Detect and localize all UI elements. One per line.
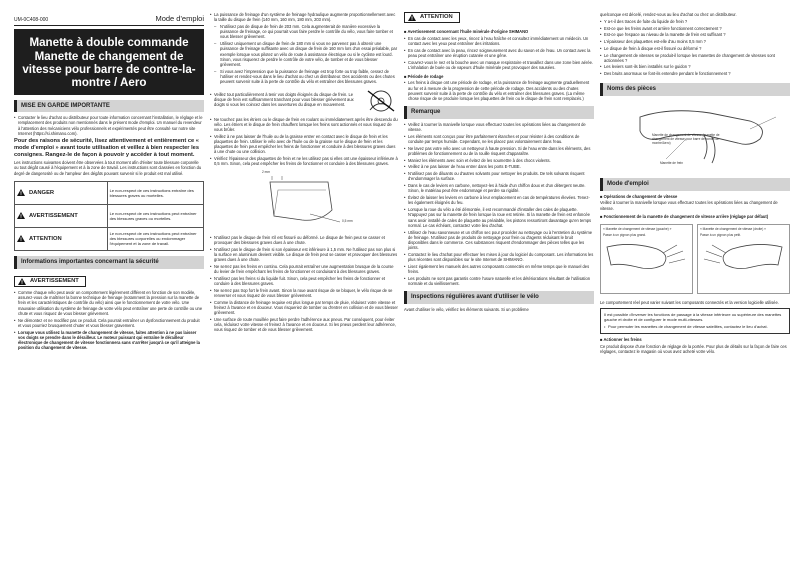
avertissement-bar <box>14 276 86 287</box>
rear-heading-text: Fonctionnement de la manette de changement de vitesse arrière (réglage par défaut) <box>603 213 769 219</box>
brake-bullet-4: • Veillez à ne pas laisser de l'huile ou de la graisse entrer en contact avec le disque de frein et les plaquettes de frein. Utiliser le vélo avec de l'huile ou de la graisse sur le disque de frein et les plaquettes de frein peut empêcher les freins de fonctionner et conduire à des blessures graves dues à une chute ou une collision. <box>210 134 398 155</box>
brake-pad-figure <box>210 170 398 232</box>
remark-bullet-4: • Maniez les éléments avec soin et évitez de les soumettre à des chocs violents. <box>404 158 594 163</box>
disc-warning-text: • Veillez tout particulièrement à tenir vos doigts éloignés du disque de frein. Le disque de frein est suffisamment tranchant pour vous blesser grièvement aux doigts si vous les coincez dans les ouvertures du disque en mouvement. <box>210 92 364 108</box>
inspection-item: • L'épaisseur des plaquettes est-elle d'au moins 0,5 mm ? <box>600 39 790 44</box>
inspection-continued: quelconque est décelé, rendez-vous au lieu d'achat ou chez un distributeur. <box>600 12 737 17</box>
column-3 <box>404 12 594 557</box>
ops-text: Veillez à tourner la manivelle lorsque vous effectuez toutes les opérations liées au changement de vitesse. <box>600 200 778 211</box>
inspection-item: • Est-ce que les freins avant et arrière fonctionnent correctement ? <box>600 26 790 31</box>
rodage-bullet-1: • Les freins à disque ont une période de rodage, et la puissance de freinage augmente graduellement au fur et à mesure de la progression de cette période de rodage. Des accidents ou des chutes peuvent survenir suite à la perte de contrôle du vélo et entraîner des blessures graves. (La même chose risque de se produire lorsque les plaquettes de frein ou le disque de frein sont remplacés.) <box>404 80 594 101</box>
attention-label: ATTENTION <box>420 14 453 20</box>
oil-bullet-3: • Couvrez-vous le nez et la bouche avec un masque respiratoire et travaillez dans une zone bien aérée. L'inhalation de buée ou de vapeurs d'huile minérale peut provoquer des nausées. <box>404 60 594 70</box>
title-box <box>14 29 204 95</box>
ops-heading-text: Opérations de changement de vitesse <box>603 193 678 199</box>
title-line-2: Manette de changement de vitesse pour barre de contre-la-montre / Aero <box>22 49 196 89</box>
mode-label: Mode d'emploi <box>155 14 204 23</box>
section-mode: Mode d'emploi <box>600 178 790 191</box>
info-bullet: • Pour permuter les manettes de changement de vitesse satellites, contactez le lieu d'achat. <box>604 324 786 329</box>
warning-text-attention: Le non-respect de ces instructions peut entraîner des blessures corporelles ou endommager l'équipement et la zone de travail. <box>107 227 203 250</box>
section-important: MISE EN GARDE IMPORTANTE <box>14 100 204 113</box>
important-paragraph-1: • Contacter le lieu d'achat ou distributeur pour toute information concernant l'installation, le réglage et le remplacement des produits non mentionnés dans le présent mode d'emploi. Un manuel du revendeur à l'attention des mécaniciens vélo professionnels et expérimentés peut être consulté sur notre site Internet (https://si.shimano.com). <box>14 115 204 136</box>
left-shifter-drawing <box>601 237 691 287</box>
safety-bullet-2: • Ne démontez et ne modifiez pas ce produit. Cela pourrait entraîner un dysfonctionnement du produit et vous pourriez brusquement chuter et vous blesser gravement. <box>14 318 204 328</box>
safety-bullet-1: • Comme chaque vélo peut avoir un comportement légèrement différent en fonction de son modèle, assurez-vous de maîtriser la bonne technique de freinage (notamment la pression sur la manette de frein et les caractéristiques de contrôle du vélo) ainsi que le fonctionnement de votre vélo. Une mauvaise utilisation du système de freinage de votre vélo peut entraîner une perte de contrôle ou une chute et vous risquez de vous blesser grièvement. <box>14 290 204 316</box>
part-label-shifter: Manette de changement de vitesse (manette de changement de vitesse pour barre de contre-la-montre/Aero) <box>652 133 720 146</box>
warning-label-attention: ATTENTION <box>29 235 62 242</box>
behavior-note: Le comportement réel peut varier suivant les composants connectés et la version logicielle utilisée. <box>600 299 779 305</box>
brake-bullet-10: • Ne serrez pas trop fort le frein avant. Sinon la roue avant risque de se bloquer, le vélo risque de se renverser et vous risquez de vous blesser grièvement. <box>210 288 398 298</box>
oil-bullet-2: • En cas de contact avec la peau, rincez soigneusement avec du savon et de l'eau. Un contact avec la peau peut entraîner une éruption cutanée et une gêne. <box>404 48 594 58</box>
section-parts: Noms des pièces <box>600 83 790 96</box>
avertissement-label: AVERTISSEMENT <box>30 277 79 284</box>
brake-bullet-11: • Comme la distance de freinage requise est plus longue par temps de pluie, réduisez votre vitesse et freinez à l'avance et en douceur. Vous risqueriez de tomber ou d'entrer en collision et de vous blesser grièvement. <box>210 300 398 316</box>
inspection-item: • Le changement de vitesses se produit-il lorsque les manettes de changement de vitesses sont actionnées ? <box>600 53 790 63</box>
brake-bullet-9: • N'utilisez pas les freins si du liquide fuit. Sinon, cela peut empêcher les freins de fonctionner et conduire à des blessures graves. <box>210 276 398 286</box>
brake-bullet-1: • La puissance de freinage d'un système de freinage hydraulique augmente proportionnellement avec la taille du disque de frein (140 mm, 160 mm, 180 mm, 203 mm). <box>210 12 398 22</box>
table-row <box>15 204 204 227</box>
section-safety: Informations importantes concernant la sécurité <box>14 256 204 269</box>
brake-bullet-8: • Ne serrez pas les freins en continu. Cela pourrait entraîner une augmentation brusque de la course du levier de frein empêchant les freins de fonctionner et conduisant à des blessures graves. <box>210 264 398 274</box>
doc-number: UM-0C408-000 <box>14 17 49 24</box>
rodage-heading: ■ Période de rodage <box>404 73 444 79</box>
inspection-item: • Le disque de frein à disque est-il fissuré ou déformé ? <box>600 46 790 51</box>
remark-bullet-12: • Lisez également les manuels des autres composants connectés en même temps que le manuel des freins. <box>404 264 594 274</box>
disc-warning <box>210 88 398 114</box>
oil-bullet-1: • En cas de contact avec les yeux, rincez à l'eau fraîche et consultez immédiatement un médecin. Un contact avec les yeux peut entraîner des irritations. <box>404 36 594 46</box>
important-paragraph-2: Les instructions suivantes doivent être observées à tout moment afin d'éviter toute blessure corporelle ou tout dégât causé à l'équipement et à la zone de travail. Les instructions sont classées en fonction du degré de dangerosité ou de l'ampleur des dégâts pouvant survenir si le produit est mal utilisé. <box>14 160 202 176</box>
remark-bullet-13: • Les produits ne sont pas garantis contre l'usure naturelle et les détériorations résultant de l'utilisation normale et du vieillissement. <box>404 276 594 286</box>
column-2 <box>210 12 398 557</box>
ops-heading: ■ Opérations de changement de vitesse <box>600 193 678 199</box>
brake-op-heading: ■ Actionner les freins <box>600 337 642 343</box>
header-bar <box>14 14 204 26</box>
left-fig-title: « Manette de changement de vitesse (gauche) » <box>603 226 672 231</box>
rodage-heading-text: Période de rodage <box>407 73 444 79</box>
right-fig-sub: Passe à un pignon plus petit. <box>700 232 741 237</box>
brake-op-heading-text: Actionner les freins <box>603 337 642 343</box>
section-inspection: Inspections régulières avant d'utiliser le vélo <box>404 291 594 304</box>
table-row <box>15 227 204 250</box>
brake-bullet-3: • Ne touchez pas les étriers ou le disque de frein en roulant ou immédiatement après être descendu du vélo. Les étriers et le disque de frein chauffent lorsque les freins sont actionnés et vous risquez de vous brûler. <box>210 117 398 133</box>
remark-bullet-11: • Contactez le lieu d'achat pour effectuer les mises à jour du logiciel du composant. Les informations les plus récentes sont disponibles sur le site Internet de SHIMANO. <box>404 252 594 262</box>
column-1 <box>14 14 204 352</box>
brake-pad-drawing <box>210 170 398 232</box>
part-label-brake: Manette de frein <box>660 161 684 166</box>
warning-text-avertissement: Le non-respect de ces instructions peut entraîner des blessures graves ou mortelles. <box>107 204 203 227</box>
warning-label-avertissement: AVERTISSEMENT <box>29 212 78 219</box>
title-line-1: Manette à double commande <box>29 35 189 49</box>
warning-triangle-icon <box>17 212 25 219</box>
brake-bullet-6: • N'utilisez pas le disque de frein s'il est fissuré ou déformé. Le disque de frein peut se casser et provoquer des blessures graves dues à une chute. <box>210 235 398 245</box>
rear-heading: ■ Fonctionnement de la manette de changement de vitesse arrière (réglage par défaut) <box>600 213 769 219</box>
remark-bullet-6: • N'utilisez pas de diluants ou d'autres solvants pour nettoyer les produits. De tels solvants risquent d'endommager la surface. <box>404 171 594 181</box>
remark-bullet-7: • Dans le cas de leviers en carbone, nettoyez-les à l'aide d'un chiffon doux et d'un détergent neutre. Sinon, le matériau peut être endommagé et perdre sa rigidité. <box>404 183 594 193</box>
brake-bullet-12: • Une surface de route mouillée peut faire perdre l'adhérence aux pneus. Par conséquent, pour éviter cela, réduisez votre vitesse et freinez à l'avance et en douceur. Si les pneus perdent leur adhérence, vous risquez de tomber et de vous blesser grièvement. <box>210 317 398 333</box>
info-paragraph: Il est possible d'inverser les fonctions de passage à la vitesse inférieure ou supérieure des manettes gauche et droite et de configurer le mode multi-vitesses. <box>604 311 782 322</box>
attention-bar <box>404 12 460 23</box>
remark-bullet-8: • Évitez de laisser les leviers en carbone à leur emplacement en cas de températures élevées. Tenez-les également éloignés du feu. <box>404 195 594 205</box>
remark-bullet-1: • Veillez à tourner la manivelle lorsque vous effectuez toutes les opérations liées au changement de vitesse. <box>404 122 594 132</box>
remark-bullet-5: • Veillez à ne pas laisser de l'eau entrer dans les ports E-TUBE. <box>404 164 594 169</box>
left-fig-sub: Passe à un pignon plus grand. <box>603 232 647 237</box>
remark-bullet-10: • Utilisez de l'eau savonneuse et un chiffon sec pour procéder au nettoyage ou à l'entretien du système de freinage. N'utilisez pas de produits de nettoyage pour frein ou d'agents réduisant le bruit disponibles dans le commerce. Ces substances risquent d'endommager des pièces telles que les joints. <box>404 230 594 251</box>
table-row <box>15 181 204 204</box>
parts-figure <box>600 99 790 173</box>
warning-label-danger: DANGER <box>29 189 55 196</box>
oil-heading: ■ Avertissement concernant l'huile minérale d'origine SHIMANO <box>404 29 529 35</box>
brake-sub-2: – Utilisez uniquement un disque de frein de 180 mm si vous ne parvenez pas à obtenir une puissance de freinage suffisante avec un disque de frein de 160 mm lors d'un essai préalable, par exemple lorsque vous pilotez un vélo de route à assistance électrique ou si le cycliste est lourd. Sinon, vous risquerez de perdre le contrôle de votre vélo, de tomber et de vous blesser grièvement. <box>210 41 398 67</box>
section-remarque: Remarque <box>404 106 594 119</box>
inspection-item: • Est-ce que l'espace au niveau de la manette de frein est suffisant ? <box>600 32 790 37</box>
warning-levels-table <box>14 181 204 251</box>
warning-triangle-icon <box>17 235 25 242</box>
info-box <box>600 308 790 334</box>
hand-disc-icon <box>364 88 398 114</box>
inspection-item: • Les leviers sont-ils bien installés sur le guidon ? <box>600 64 790 69</box>
inspection-intro: Avant d'utiliser le vélo, vérifiez les éléments suivants. Si un problème <box>404 306 529 312</box>
right-shifter-figure <box>697 224 790 294</box>
right-fig-title: « Manette de changement de vitesse (droite) » <box>700 226 766 231</box>
right-shifter-drawing <box>698 237 788 287</box>
pad-thickness-label: 2 mm <box>262 169 270 174</box>
column-4 <box>600 12 790 557</box>
left-shifter-figure <box>600 224 693 294</box>
warning-triangle-icon <box>18 278 26 285</box>
safety-bullet-3: • Lorsque vous utilisez la manette de changement de vitesse, faites attention à ne pas laisser vos doigts se prendre dans le dérailleur. Le moteur puissant qui entraîne le dérailleur électronique de changement de vitesse fonctionnera sans s'arrêter jusqu'à ce qu'il atteigne la position du changement de vitesse. <box>14 330 204 351</box>
brake-bullet-5: • Vérifiez l'épaisseur des plaquettes de frein et ne les utilisez pas si elles ont une épaisseur inférieure à 0,5 mm. Sinon, cela peut empêcher les freins de fonctionner et conduire à des blessures graves. <box>210 156 398 166</box>
inspection-item: • Y a-t-il des traces de fuite du liquide de frein ? <box>600 19 790 24</box>
oil-heading-text: Avertissement concernant l'huile minérale d'origine SHIMANO <box>407 29 529 35</box>
warning-triangle-icon <box>408 14 416 21</box>
brake-op-text: Ce produit dispose d'une fonction de réglage de la portée. Pour plus de détails sur la façon de faire ces réglages, contactez le magasin où vous avez acheté votre vélo. <box>600 343 787 355</box>
remark-bullet-9: • Lorsque la roue du vélo a été démontée, il est recommandé d'installer des cales de plaquette. N'appuyez pas sur la manette de frein lorsque la roue est retirée. Si la manette de frein est enfoncée sans avoir installé de cales de plaquette au préalable, les pistons ressortiront davantage qu'en temps normal. Le cas échéant, contactez votre lieu d'achat. <box>404 207 594 228</box>
warning-triangle-icon <box>17 189 25 196</box>
remark-bullet-3: • Ne lavez pas votre vélo avec un nettoyeur à haute pression. Si de l'eau entre dans les éléments, des problèmes de fonctionnement ou de la rouille risquent d'apparaître. <box>404 146 594 156</box>
warning-text-danger: Le non-respect de ces instructions entraîne des blessures graves ou mortelles. <box>107 181 203 204</box>
brake-sub-3: – Si vous avez l'impression que la puissance de freinage est trop forte ou trop faible, cessez de l'utiliser et rendez-vous dans le lieu d'achat ou chez un distributeur. Des accidents ou des chutes peuvent survenir suite à la perte de contrôle du vélo et entraîner des blessures graves. <box>210 69 398 85</box>
shift-figures <box>600 221 790 297</box>
inspection-item: • Des bruits anormaux se font-ils entendre pendant le fonctionnement ? <box>600 71 790 76</box>
brake-sub-1: – N'utilisez pas de disque de frein de 203 mm. Cela augmenterait de manière excessive la puissance de freinage, ce qui pourrait vous faire perdre le contrôle du vélo, vous faire tomber et vous blesser grièvement. <box>210 24 398 40</box>
pad-min-label: 0,5 mm <box>342 218 353 223</box>
important-bold-note: Pour des raisons de sécurité, lisez attentivement et entièrement ce « mode d'emploi » avant toute utilisation et veillez à bien respecter les consignes. Rangez-le de façon à pouvoir y accéder à tout moment. <box>14 138 199 158</box>
remark-bullet-2: • Les éléments sont conçus pour être parfaitement étanches et pour résister à des conditions de conduite par temps humide. Cependant, ne les placez pas volontairement dans l'eau. <box>404 134 594 144</box>
brake-bullet-7: • N'utilisez pas le disque de frein si son épaisseur est inférieure à 1,5 mm. Ne l'utilisez pas non plus si la surface en aluminium devient visible. Le disque de frein peut se casser et provoquer des blessures graves dues à une chute. <box>210 247 398 263</box>
